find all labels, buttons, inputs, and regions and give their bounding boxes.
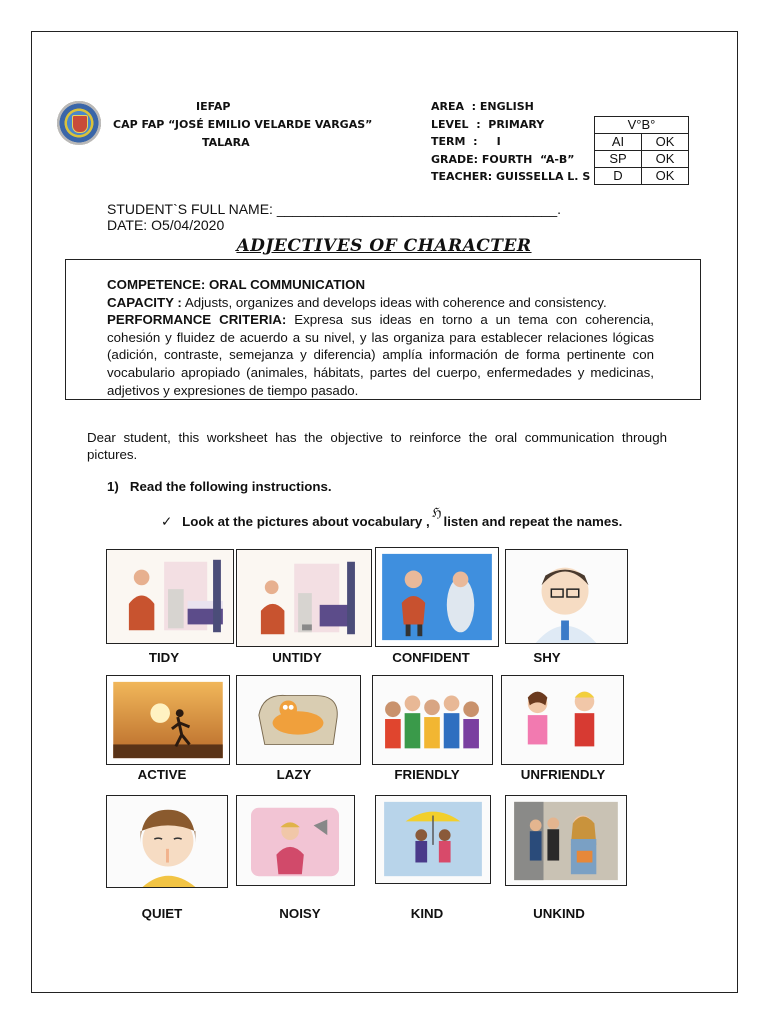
capacity-label: CAPACITY :: [107, 294, 182, 310]
competence-text: [107, 276, 654, 399]
student-block: [107, 201, 561, 233]
intro-paragraph: Dear student, this worksheet has the objective to reinforce the oral communication through pictures.: [87, 430, 667, 462]
approval-header: V°B°: [595, 117, 689, 134]
area-line: AREA : ENGLISH: [431, 100, 534, 113]
bullet-text-2: listen and repeat the names.: [443, 514, 623, 529]
picture-tidy: [106, 549, 234, 644]
label-noisy: NOISY: [279, 906, 321, 921]
label-tidy: TIDY: [148, 650, 180, 665]
approval-code: D: [595, 168, 642, 185]
level-line: LEVEL : PRIMARY: [431, 117, 545, 131]
date-line: DATE: O5/04/2020: [107, 217, 225, 233]
approval-code: AI: [595, 134, 642, 151]
picture-confident: [375, 547, 499, 647]
worksheet-title: ADJECTIVES OF CHARACTER: [236, 236, 532, 256]
approval-status: OK: [642, 151, 689, 168]
picture-unkind: [505, 795, 627, 886]
competence-label: COMPETENCE: ORAL COMMUNICATION: [107, 277, 366, 292]
picture-shy: [505, 549, 628, 644]
instruction-bullet: [161, 505, 623, 530]
approval-status: OK: [642, 134, 689, 151]
term-line: TERM : I: [431, 135, 501, 148]
picture-friendly: [372, 675, 493, 765]
school-full-name: CAP FAP “JOSÉ EMILIO VELARDE VARGAS”: [113, 118, 373, 131]
criteria-label: PERFORMANCE CRITERIA:: [107, 312, 287, 328]
capacity-text: Adjusts, organizes and develops ideas with coherence and consistency.: [181, 294, 607, 310]
label-unkind: UNKIND: [533, 906, 585, 921]
label-shy: SHY: [533, 650, 561, 665]
label-confident: CONFIDENT: [392, 650, 470, 665]
label-active: ACTIVE: [137, 767, 187, 782]
picture-quiet: [106, 795, 228, 888]
approval-code: SP: [595, 151, 642, 168]
label-friendly: FRIENDLY: [394, 767, 460, 782]
picture-lazy: [236, 675, 361, 765]
picture-active: [106, 675, 230, 765]
instruction-step: [107, 479, 332, 494]
step-text: Read the following instructions.: [129, 479, 332, 494]
picture-untidy: [236, 549, 372, 647]
approval-table: [594, 116, 689, 185]
criteria-text: Expresa sus ideas en torno a un tema con coherencia, cohesión y fluidez de acuerdo a su nivel, y las organiza para establecer relaciones lógicas (adición, contraste, semejanza y diferencia) amplía información de forma pertinente con vocabulario apropiado (animales, hábitats, partes del cuerpo, enfermedades y medicinas, adjetivos y expresiones de tiempo pasado.: [107, 312, 654, 398]
label-kind: KIND: [410, 906, 444, 921]
ear-icon: ℌ: [431, 505, 442, 520]
student-name-field[interactable]: STUDENT`S FULL NAME: ____________________________________.: [107, 201, 562, 217]
teacher-line: TEACHER: GUISSELLA L. S: [431, 170, 591, 183]
school-city: TALARA: [202, 136, 250, 149]
label-quiet: QUIET: [141, 906, 183, 921]
grade-line: GRADE: FOURTH “A-B”: [431, 152, 575, 166]
label-untidy: UNTIDY: [272, 650, 322, 665]
label-unfriendly: UNFRIENDLY: [520, 767, 606, 782]
picture-unfriendly: [501, 675, 624, 765]
picture-noisy: [236, 795, 355, 886]
school-logo: [57, 101, 101, 145]
school-name: IEFAP: [196, 100, 231, 113]
bullet-text-1: Look at the pictures about vocabulary ,: [182, 514, 430, 529]
picture-kind: [375, 795, 491, 884]
approval-status: OK: [642, 168, 689, 185]
label-lazy: LAZY: [276, 767, 312, 782]
step-number: 1): [107, 479, 119, 494]
course-info: [431, 98, 590, 186]
checkmark-icon: ✓: [161, 514, 173, 529]
